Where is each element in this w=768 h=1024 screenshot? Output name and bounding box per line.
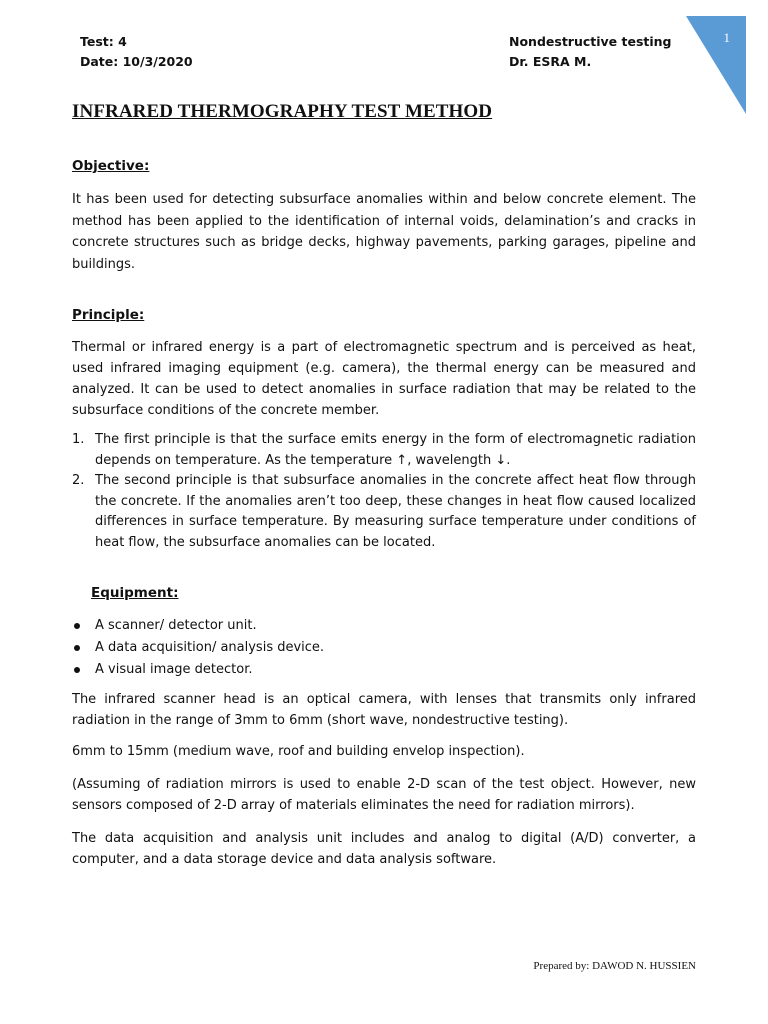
page-number: 1 bbox=[723, 30, 730, 45]
list-item-number: 1. bbox=[72, 432, 85, 447]
header-right bbox=[509, 32, 672, 72]
page-title: INFRARED THERMOGRAPHY TEST METHOD bbox=[72, 101, 493, 122]
objective-heading: Objective: bbox=[72, 158, 150, 174]
list-item-text: The first principle is that the surface emits energy in the form of electromagnetic radiation depends on temperature. As the temperature ↑, wavelength ↓. bbox=[95, 432, 696, 468]
equipment-list bbox=[72, 615, 696, 681]
list-item-text: A data acquisition/ analysis device. bbox=[95, 640, 325, 655]
instructor-name: Dr. ESRA M. bbox=[509, 54, 592, 69]
objective-text: It has been used for detecting subsurface anomalies within and below concrete element. The method has been applied to the identification of internal voids, delamination’s and cracks in concrete structures such as bridge decks, highway pavements, parking garages, pipeline and buildings. bbox=[72, 192, 696, 272]
list-item bbox=[72, 637, 696, 659]
mirrors-paragraph: (Assuming of radiation mirrors is used to enable 2-D scan of the test object. However, new sensors composed of 2-D array of materials eliminates the need for radiation mirrors). bbox=[72, 777, 696, 813]
course-name: Nondestructive testing bbox=[509, 34, 672, 49]
principle-text: Thermal or infrared energy is a part of electromagnetic spectrum and is perceived as heat, used infrared imaging equipment (e.g. camera), the thermal energy can be measured and analyzed. It can be used to detect anomalies in surface radiation that may be related to the subsurface conditions of the concrete member. bbox=[72, 340, 696, 418]
list-item bbox=[72, 471, 696, 553]
test-number: Test: 4 bbox=[80, 34, 127, 49]
principle-list bbox=[72, 430, 696, 553]
bullet-icon bbox=[74, 667, 80, 673]
principle-heading: Principle: bbox=[72, 307, 145, 323]
list-item bbox=[72, 430, 696, 471]
list-item bbox=[72, 659, 696, 681]
list-item-text: A scanner/ detector unit. bbox=[95, 618, 257, 633]
test-date: Date: 10/3/2020 bbox=[80, 54, 193, 69]
medium-wave-paragraph: 6mm to 15mm (medium wave, roof and building envelop inspection). bbox=[72, 744, 525, 759]
list-item-text: A visual image detector. bbox=[95, 662, 253, 677]
header-left bbox=[80, 32, 193, 72]
equipment-heading: Equipment: bbox=[91, 585, 179, 601]
page-corner-decoration bbox=[686, 16, 746, 114]
list-item bbox=[72, 615, 696, 637]
page-footer: Prepared by: DAWOD N. HUSSIEN bbox=[533, 960, 696, 972]
list-item-number: 2. bbox=[72, 473, 85, 488]
data-acquisition-paragraph: The data acquisition and analysis unit includes and analog to digital (A/D) converter, a computer, and a data storage device and data analysis software. bbox=[72, 831, 696, 867]
scanner-paragraph: The infrared scanner head is an optical camera, with lenses that transmits only infrared radiation in the range of 3mm to 6mm (short wave, nondestructive testing). bbox=[72, 692, 696, 728]
bullet-icon bbox=[74, 645, 80, 651]
bullet-icon bbox=[74, 623, 80, 629]
list-item-text: The second principle is that subsurface anomalies in the concrete affect heat flow through the concrete. If the anomalies aren’t too deep, these changes in heat flow caused localized differences in surface temperature. By measuring surface temperature under conditions of heat flow, the subsurface anomalies can be located. bbox=[95, 473, 696, 550]
